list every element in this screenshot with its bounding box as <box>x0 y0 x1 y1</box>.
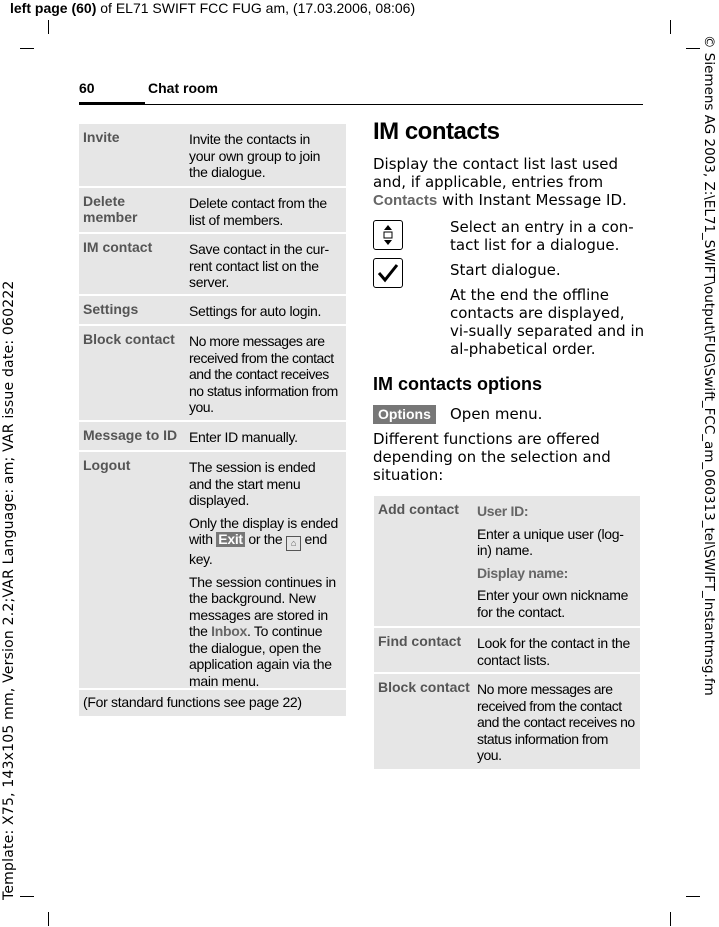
row-label: Add contact <box>378 501 459 517</box>
row-label: Invite <box>83 129 120 145</box>
row-label: Block contact <box>83 331 175 347</box>
row-desc <box>189 459 339 695</box>
row-desc: Settings for auto login. <box>189 303 322 319</box>
logout-text: end key. <box>189 531 328 567</box>
row-label: Block contact <box>378 679 470 695</box>
user-id-term: User ID: <box>477 503 529 519</box>
table-row-invite <box>79 124 346 186</box>
user-id-text: Enter a unique user (log-in) name. <box>477 525 624 558</box>
im-contacts-intro <box>373 155 643 210</box>
table-row-find-contact <box>374 628 640 672</box>
page-title: Chat room <box>148 80 218 96</box>
table-row-im-contact <box>79 234 346 294</box>
row-desc: Invite the contacts in your own group to join the dialogue. <box>189 131 321 180</box>
row-label: Logout <box>83 457 131 473</box>
row-label: Find contact <box>378 633 462 649</box>
logout-text: or the <box>244 531 286 547</box>
table-row-delete-member <box>79 188 346 232</box>
page-number: 60 <box>79 80 95 96</box>
logout-para-1: The session is ended and the start menu displayed. <box>189 459 316 508</box>
table-row-block-contact <box>374 674 640 769</box>
options-intro: Different functions are offered depending on the selection and situation: <box>373 430 611 484</box>
copyright-path: © Siemens AG 2003, Z:\EL71_SWIFT\output\FUG\Swift_FCC_am_060313_tel\SWIFT_Instantmsg.fm <box>701 35 717 696</box>
table-footer-row <box>79 690 346 716</box>
row-label: Message to ID <box>83 427 178 443</box>
exit-softkey: Exit <box>218 531 243 547</box>
table-row-message-to-id <box>79 422 346 450</box>
row-desc: Delete contact from the list of members. <box>189 195 327 228</box>
row-desc: No more messages are received from the contact and the contact receives no status information from you. <box>189 333 338 415</box>
checkmark-icon <box>373 258 403 288</box>
row-desc: Look for the contact in the contact lists. <box>477 635 631 668</box>
end-key-icon: ⌂ <box>286 536 301 551</box>
options-softkey: Options <box>373 405 436 424</box>
im-contacts-heading: IM contacts <box>373 118 500 145</box>
display-name-text: Enter your own nickname for the contact. <box>477 587 629 620</box>
contacts-term: Contacts <box>373 192 438 209</box>
print-header-info: of EL71 SWIFT FCC FUG am, (17.03.2006, 08:06) <box>96 0 416 16</box>
intro-text: Display the contact list last used and, if applicable, entries from <box>373 155 619 191</box>
table-row-settings <box>79 296 346 324</box>
standard-functions-note: (For standard functions see page 22) <box>83 694 302 710</box>
step-select-text: Select an entry in a con-tact list for a dialogue. <box>450 218 634 254</box>
row-desc: Save contact in the cur-rent contact list on the server. <box>189 241 329 290</box>
logout-text: . To continue the dialogue, open the application again via the main menu. <box>189 623 332 689</box>
header-rule <box>79 104 643 105</box>
row-label: IM contact <box>83 239 153 255</box>
logout-text: Only the display is ended with <box>189 514 338 547</box>
offline-note: At the end the offline contacts are displayed, vi-sually separated and in al-phabetical order. <box>450 286 645 358</box>
step-start-text: Start dialogue. <box>450 261 561 279</box>
logout-para-2 <box>189 515 339 568</box>
template-info: Template: X75, 143x105 mm, Version 2.2;VAR Language: am; VAR issue date: 060222 <box>1 280 17 900</box>
print-header-page: left page (60) <box>10 0 97 16</box>
options-softkey-text: Open menu. <box>450 405 543 423</box>
table-row-block-contact <box>79 326 346 420</box>
table-row-add-contact <box>374 496 640 626</box>
navigation-key-icon <box>373 220 403 250</box>
row-label: Settings <box>83 301 139 317</box>
row-desc <box>477 503 635 626</box>
display-name-term: Display name: <box>477 564 569 581</box>
row-label: Delete member <box>83 193 138 225</box>
row-desc: Enter ID manually. <box>189 429 298 445</box>
table-row-logout <box>79 452 346 688</box>
intro-text: with Instant Message ID. <box>437 191 627 209</box>
logout-para-3 <box>189 574 339 690</box>
logout-text: The session continues in the background. New messages are stored in the <box>189 573 336 639</box>
row-desc: No more messages are received from the contact and the contact receives no status information from you. <box>477 681 635 763</box>
inbox-term: Inbox <box>211 623 247 639</box>
print-header <box>10 0 415 16</box>
im-options-heading: IM contacts options <box>373 374 543 394</box>
